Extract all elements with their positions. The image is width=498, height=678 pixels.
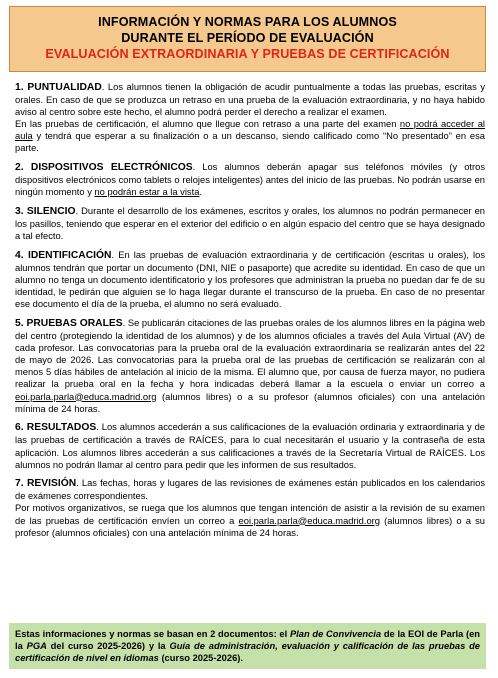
- email-link[interactable]: eoi.parla.parla@educa.madrid.org: [15, 391, 157, 402]
- rules-body: [15, 81, 485, 545]
- section-text: . Durante el desarrollo de los exámenes, escritos y orales, los alumnos no podrán permanecer en los pasillos, teniendo que esperar en el exterior del edificio o en algún espacio del centro que se haya designado a tal efecto.: [15, 206, 485, 242]
- footer-text: de la EOI de Parla (en la: [15, 629, 481, 651]
- section-paragraph: [15, 249, 485, 310]
- footer-text: (curso 2025-2026).: [158, 653, 243, 663]
- section-text: .: [199, 187, 202, 198]
- section-text: . Se publicarán citaciones de las pruebas orales de los alumnos libres en la página web del centro (protegiendo la identidad de los alumnos) y de los alumnos oficiales a través del Aula Virtual (AV) de cada profesor. Las convocatorias para la prueba oral de la evaluación extraordinaria se realizarán antes del 22 de mayo de 2026. Las convocatorias para la prueba oral de las pruebas de certificación se realizarán con al menos 5 días hábiles de antelación al inicio de la misma. El alumno que, por causa de fuerza mayor, no pudiera realizar la prueba oral en la fecha y hora indicadas deberá llamar a la escuela o enviar un correo a: [15, 317, 485, 390]
- subtitle-red: EVALUACIÓN EXTRAORDINARIA Y PRUEBAS DE CERTIFICACIÓN: [45, 47, 450, 61]
- section-text: En las pruebas de certificación, el alumno que llegue con retraso a una parte del examen: [15, 119, 400, 130]
- section-puntualidad: [15, 81, 485, 155]
- section-text: . Las fechas, horas y lugares de las revisiones de exámenes están publicados en los calendarios de exámenes correspondientes.: [15, 478, 486, 502]
- section-heading: 2. DISPOSITIVOS ELECTRÓNICOS: [15, 162, 193, 174]
- section-heading: 7. REVISIÓN: [15, 478, 77, 490]
- title-banner: [9, 6, 486, 72]
- title-line-2: DURANTE EL PERÍODO DE EVALUACIÓN: [121, 31, 374, 45]
- section-paragraph: [15, 118, 485, 154]
- section-paragraph: [15, 205, 485, 242]
- source-note: [9, 623, 486, 669]
- footer-italic: PGA: [26, 641, 47, 651]
- title-line-1: INFORMACIÓN Y NORMAS PARA LOS ALUMNOS: [98, 15, 397, 29]
- section-heading: 5. PRUEBAS ORALES: [15, 317, 123, 329]
- section-paragraph: [15, 81, 485, 118]
- underlined-text: no podrán estar a la vista: [94, 187, 200, 198]
- section-text: (alumnos libres) o a su profesor (alumnos oficiales) con una antelación mínima de 24 horas.: [15, 391, 485, 414]
- section-paragraph: [15, 161, 485, 198]
- section-heading: 6. RESULTADOS: [15, 422, 97, 434]
- section-silencio: [15, 205, 485, 242]
- section-text: . Los alumnos deberán apagar sus teléfonos móviles (y otros dispositivos electrónicos como tablets o relojes inteligentes) antes del inicio de las pruebas. No podrán usarse en ningún momento y: [15, 162, 485, 198]
- section-paragraph: [15, 317, 485, 415]
- section-dispositivos: [15, 161, 485, 198]
- section-resultados: [15, 421, 485, 470]
- underlined-text: no podrá acceder al aula: [15, 119, 485, 142]
- section-heading: 4. IDENTIFICACIÓN: [15, 249, 112, 261]
- section-revision: [15, 477, 485, 538]
- section-text: . Los alumnos accederán a sus calificaciones de la evaluación ordinaria y extraordinaria y de las pruebas de certificación a través de RAÍCES, para lo cual necesitarán el usuario y la contraseña de esta aplicación. Los alumnos libres accederán a sus calificaciones a través de la Secretaría Virtual de RAÍCES. Los alumnos no podrán llamar al centro para pedir que les informen de sus resultados.: [15, 422, 485, 470]
- footer-text: Estas informaciones y normas se basan en 2 documentos: el: [15, 629, 290, 639]
- section-heading: 1. PUNTUALIDAD: [15, 82, 102, 93]
- section-identificacion: [15, 249, 485, 310]
- section-paragraph: [15, 477, 485, 502]
- email-link[interactable]: eoi.parla.parla@educa.madrid.org: [238, 515, 380, 526]
- section-heading: 3. SILENCIO: [15, 206, 76, 218]
- section-paragraph: [15, 502, 485, 538]
- section-text: . Los alumnos tienen la obligación de acudir puntualmente a todas las pruebas, escritas y orales. En caso de que se produzca un retraso en una prueba de la evaluación extraordinaria, y no haya habido aviso al centro sobre este hecho, el alumno podrá perder el derecho a realizar el examen.: [15, 82, 486, 118]
- section-pruebas-orales: [15, 317, 485, 415]
- section-text: Por motivos organizativos, se ruega que los alumnos que tengan intención de asistir a la revisión de su examen de las pruebas de certificación envíen un correo a: [15, 503, 485, 526]
- footer-italic: Plan de Convivencia: [289, 629, 382, 639]
- footer-text: del curso 2025-2026) y la: [46, 641, 170, 651]
- section-text: (alumnos libres) o a su profesor (alumnos oficiales) con una antelación mínima de 24 horas.: [15, 515, 485, 538]
- footer-italic: Guía de administración, evaluación y calificación de las pruebas de certificación de nivel en idiomas: [15, 641, 480, 663]
- section-text: y tendrá que esperar a su finalización o a un descanso, siendo calificado como “No presentado” en esa parte.: [15, 131, 485, 154]
- section-paragraph: [15, 421, 485, 470]
- section-text: . En las pruebas de evaluación extraordinaria y de certificación (escritas u orales), los alumnos tendrán que portar un documento (DNI, NIE o pasaporte) que acredite su identidad. En caso de que un alumno no tenga un documento identificatorio y los profesores que administran la prueba no puedan dar fe de su identidad, le pedirán que alguien se lo haga llegar durante el transcurso de la prueba. En caso de no presentar ese documento el día de la prueba, el alumno no será evaluado.: [15, 249, 485, 310]
